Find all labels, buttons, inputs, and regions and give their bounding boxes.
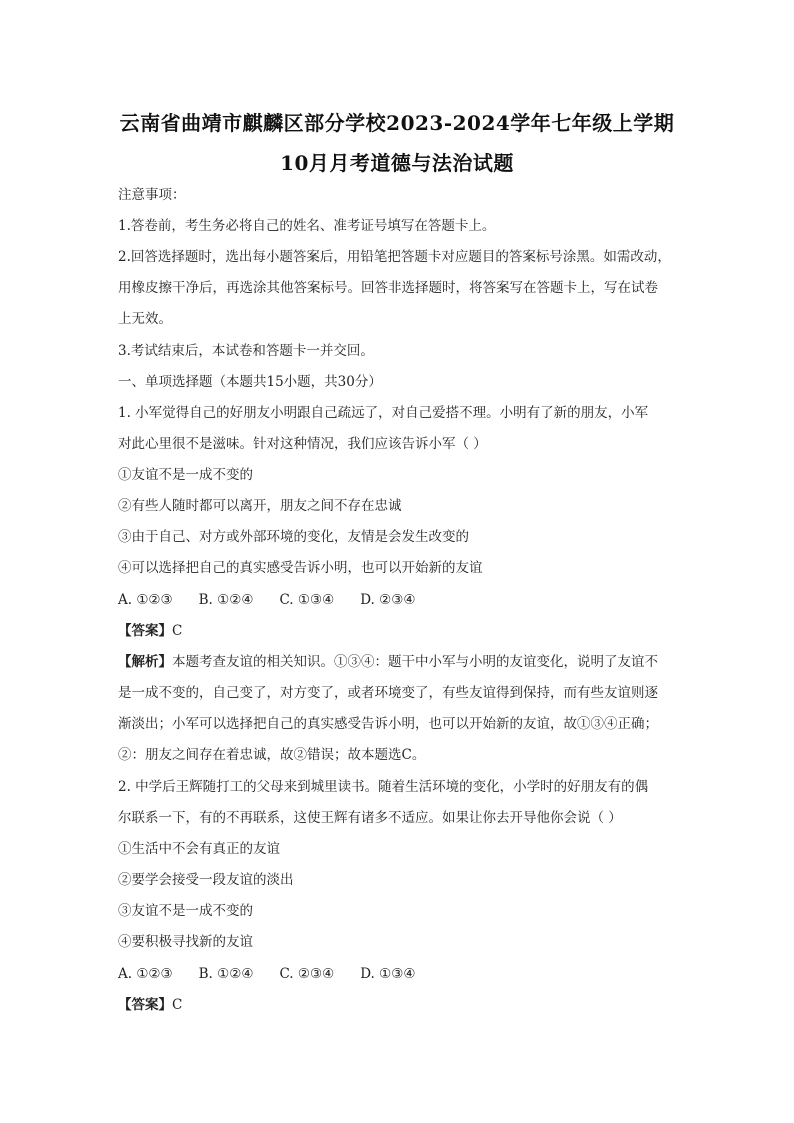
q1-analysis-text-1: 本题考查友谊的相关知识。①③④：题干中小军与小明的友谊变化，说明了友谊不 <box>172 654 658 670</box>
q1-option-a: A. ①②③ <box>118 592 173 608</box>
notice-item-2-line-1: 2.回答选择题时，选出每小题答案后，用铅笔把答题卡对应题目的答案标号涂黑。如需改动， <box>118 249 671 265</box>
q2-stem-line-1: 2. 中学后王辉随打工的父母来到城里读书。随着生活环境的变化，小学时的好朋友有的偶 <box>118 779 649 795</box>
q2-option-d: D. ①③④ <box>360 966 416 982</box>
q2-answer <box>118 995 182 1015</box>
q1-analysis-line-3: 渐淡出；小军可以选择把自己的真实感受告诉小明，也可以开始新的友谊，故①③④正确； <box>118 716 658 732</box>
notice-heading: 注意事项： <box>118 187 186 203</box>
notice-item-3: 3.考试结束后，本试卷和答题卡一并交回。 <box>118 343 374 359</box>
q1-item-4: ④可以选择把自己的真实感受告诉小明，也可以开始新的友谊 <box>118 560 483 576</box>
section-heading: 一、单项选择题（本题共15小题，共30分） <box>118 374 382 390</box>
q2-option-c: C. ②③④ <box>279 966 335 982</box>
q1-analysis-label: 【解析】 <box>118 654 172 670</box>
q2-option-b: B. ①②④ <box>198 966 254 982</box>
q1-analysis-line-2: 是一成不变的，自己变了，对方变了，或者环境变了，有些友谊得到保持，而有些友谊则逐 <box>118 685 658 701</box>
q2-options <box>118 964 441 984</box>
q1-option-d: D. ②③④ <box>360 592 416 608</box>
q2-answer-value: C <box>172 997 183 1013</box>
notice-item-2-line-2: 用橡皮擦干净后，再选涂其他答案标号。回答非选择题时，将答案写在答题卡上，写在试卷 <box>118 280 658 296</box>
q1-stem-line-1: 1. 小军觉得自己的好朋友小明跟自己疏远了，对自己爱搭不理。小明有了新的朋友，小军 <box>118 405 649 421</box>
q1-item-3: ③由于自己、对方或外部环境的变化，友情是会发生改变的 <box>118 529 469 545</box>
exam-title-line-1: 云南省曲靖市麒麟区部分学校2023-2024学年七年级上学期 <box>119 111 675 135</box>
q1-analysis-line-1 <box>118 652 658 672</box>
q1-stem-line-2: 对此心里很不是滋味。针对这种情况，我们应该告诉小军（ ） <box>118 436 487 452</box>
notice-item-1: 1.答卷前，考生务必将自己的姓名、准考证号填写在答题卡上。 <box>118 218 496 234</box>
q1-answer-value: C <box>172 623 183 639</box>
q1-answer-label: 【答案】 <box>118 623 172 639</box>
q2-item-1: ①生活中不会有真正的友谊 <box>118 841 280 857</box>
q1-answer <box>118 621 182 641</box>
q1-options <box>118 590 441 610</box>
q2-stem-line-2: 尔联系一下，有的不再联系，这使王辉有诸多不适应。如果让你去开导他你会说（ ） <box>118 810 622 826</box>
q2-item-4: ④要积极寻找新的友谊 <box>118 934 253 950</box>
q1-analysis-line-4: ②：朋友之间存在着忠诚，故②错误；故本题选C。 <box>118 747 426 763</box>
notice-item-2-line-3: 上无效。 <box>118 311 172 327</box>
q2-option-a: A. ①②③ <box>118 966 173 982</box>
q2-item-2: ②要学会接受一段友谊的淡出 <box>118 872 294 888</box>
q2-item-3: ③友谊不是一成不变的 <box>118 903 253 919</box>
q1-item-2: ②有些人随时都可以离开，朋友之间不存在忠诚 <box>118 498 402 514</box>
q1-option-c: C. ①③④ <box>279 592 335 608</box>
q1-item-1: ①友谊不是一成不变的 <box>118 467 253 483</box>
exam-title-line-2: 10月月考道德与法治试题 <box>280 151 514 175</box>
q1-option-b: B. ①②④ <box>198 592 254 608</box>
q2-answer-label: 【答案】 <box>118 997 172 1013</box>
